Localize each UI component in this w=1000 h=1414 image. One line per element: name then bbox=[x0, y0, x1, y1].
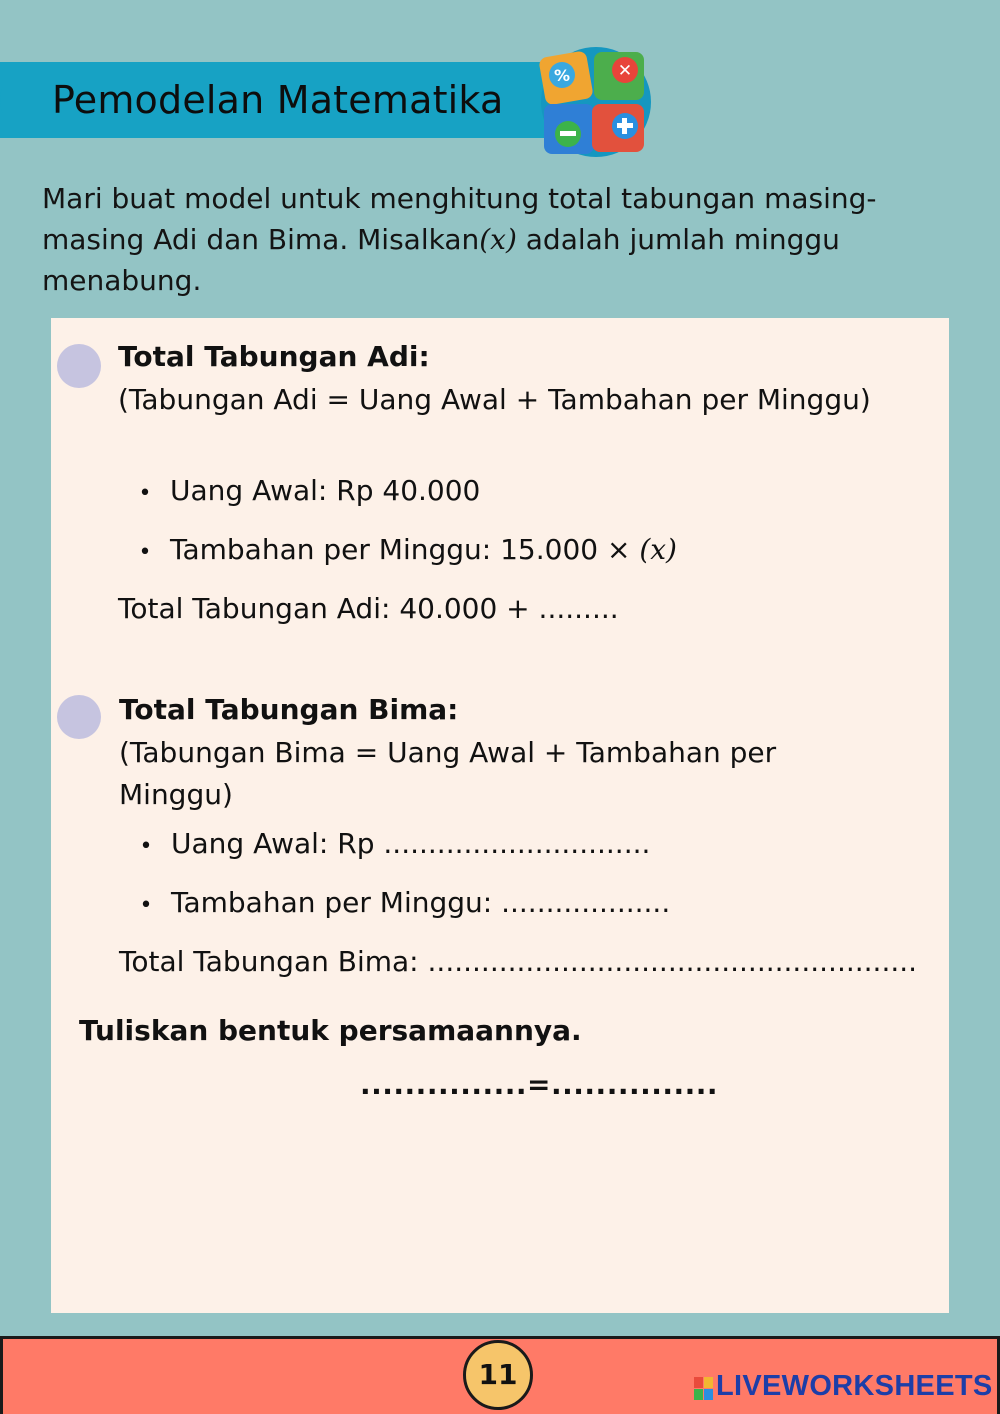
adi-total-field[interactable]: Total Tabungan Adi: 40.000 + ......... bbox=[118, 592, 619, 625]
page-number: 11 bbox=[463, 1340, 533, 1410]
adi-section-title: Total Tabungan Adi: bbox=[118, 340, 430, 373]
adi-formula: (Tabungan Adi = Uang Awal + Tambahan per Minggu) bbox=[118, 383, 871, 416]
section-bullet-bima bbox=[57, 695, 101, 739]
brand-name[interactable]: LIVEWORKSHEETS bbox=[716, 1370, 993, 1402]
math-puzzle-icon bbox=[534, 42, 654, 162]
liveworksheets-logo-icon bbox=[694, 1377, 714, 1401]
intro-paragraph: Mari buat model untuk menghitung total tabungan masing-masing Adi dan Bima. Misalkan(x) adalah jumlah minggu menabung. bbox=[42, 182, 877, 297]
bima-formula: (Tabungan Bima = Uang Awal + Tambahan per Minggu) bbox=[119, 736, 777, 811]
bima-bullet-weekly-field[interactable]: • Tambahan per Minggu: ................... bbox=[139, 886, 671, 919]
variable-x: (x) bbox=[479, 223, 517, 256]
svg-text:✕: ✕ bbox=[617, 61, 633, 81]
bima-bullet-initial-field[interactable]: • Uang Awal: Rp .............................. bbox=[139, 827, 651, 860]
section-bullet-adi bbox=[57, 344, 101, 388]
bima-section-title: Total Tabungan Bima: bbox=[119, 693, 459, 726]
adi-bullet-initial: • Uang Awal: Rp 40.000 bbox=[138, 474, 481, 507]
adi-bullet-weekly: • Tambahan per Minggu: 15.000 × (x) bbox=[138, 533, 677, 566]
bima-total-field[interactable]: Total Tabungan Bima: ....................................................... bbox=[119, 945, 918, 978]
equation-field[interactable]: ...............=............... bbox=[360, 1068, 719, 1101]
page-title: Pemodelan Matematika bbox=[52, 78, 504, 122]
instruction-text: Tuliskan bentuk persamaannya. bbox=[79, 1014, 582, 1047]
svg-text:%: % bbox=[553, 66, 571, 85]
